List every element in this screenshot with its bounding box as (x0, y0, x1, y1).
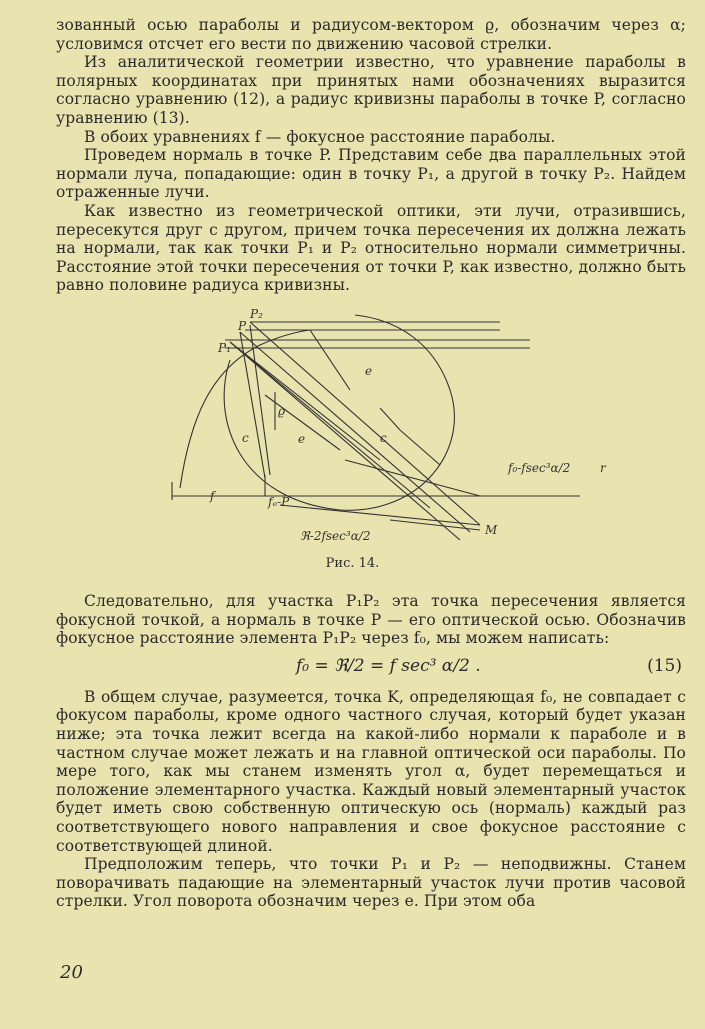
label-c-right: c (380, 431, 387, 445)
paragraph-6: Следовательно, для участка P₁P₂ эта точка пересечения является фокусной точкой, а нормаль в точке P — его оптической осью. Обозначив фокусное расстояние элемента P₁P₂ через f₀, мы можем написать: (56, 592, 686, 648)
label-e-top: e (365, 364, 373, 378)
label-rho: ϱ (278, 404, 286, 418)
label-f0: f₀-fsec³α/2 (508, 461, 571, 475)
paragraph-3: В обоих уравнениях f — фокусное расстояние параболы. (84, 127, 556, 146)
page-number: 20 (60, 962, 83, 983)
formula-expression: f₀ = ℜ/2 = f sec³ α/2 . (296, 655, 481, 676)
top-text (56, 16, 686, 295)
paragraph-5: Как известно из геометрической оптики, эти лучи, отразившись, пересекутся друг с другом, причем точка пересечения их должна лежать на нормали, так как точки P₁ и P₂ относительно нормали симметричны. Расстояние этой точки пересечения от точки P, как известно, должно быть равно половине радиуса кривизны. (56, 201, 686, 295)
label-p2: P₂ (250, 307, 263, 321)
label-m: M (485, 523, 498, 537)
label-f: f (210, 489, 215, 503)
paragraph-4: Проведем нормаль в точке P. Представим себе два параллельных этой нормали луча, попадающие: один в точку P₁, а другой в точку P₂. Найдем отраженные лучи. (56, 146, 686, 202)
label-fe-p: fₑ-P (268, 495, 290, 509)
label-r-right: r (600, 461, 606, 475)
paragraph-2: Из аналитической геометрии известно, что уравнение параболы в полярных координатах при принятых нами обозначениях выразится согласно уравнению (12), а радиус кривизны параболы в точке P, согласно уравнению (13). (56, 53, 686, 127)
label-r: ℜ-2fsec³α/2 (300, 529, 371, 543)
figure-caption: Рис. 14. (325, 556, 380, 571)
paragraph-1: зованный осью параболы и радиусом-вектором ϱ, обозначим через α; условимся отсчет его вести по движению часовой стрелки. (56, 16, 686, 53)
lower-text (56, 592, 686, 911)
label-p1: P₁ (218, 341, 231, 355)
paragraph-7: В общем случае, разумеется, точка K, определяющая f₀, не совпадает с фокусом параболы, кроме одного частного случая, который будет указан ниже; эта точка лежит всегда на какой-либо нормали к параболе и в частном случае может лежать и на главной оптической оси параболы. По мере того, как мы станем изменять угол α, будет перемещаться и положение элементарного участка. Каждый новый элементарный участок будет иметь свою собственную оптическую ось (нормаль) каждый раз соответствующего нового направления и свое фокусное расстояние с соответствующей длиной. (56, 687, 686, 855)
paragraph-8: Предположим теперь, что точки P₁ и P₂ — неподвижны. Станем поворачивать падающие на элементарный участок лучи против часовой стрелки. Угол поворота обозначим через e. При этом оба (56, 855, 686, 911)
label-c-left: c (242, 431, 249, 445)
label-p: P (238, 319, 247, 333)
label-e-mid: e (298, 432, 306, 446)
formula-15 (56, 648, 686, 688)
formula-number: (15) (647, 655, 682, 676)
figure-14 (100, 300, 620, 555)
curvature-circle (224, 315, 454, 510)
